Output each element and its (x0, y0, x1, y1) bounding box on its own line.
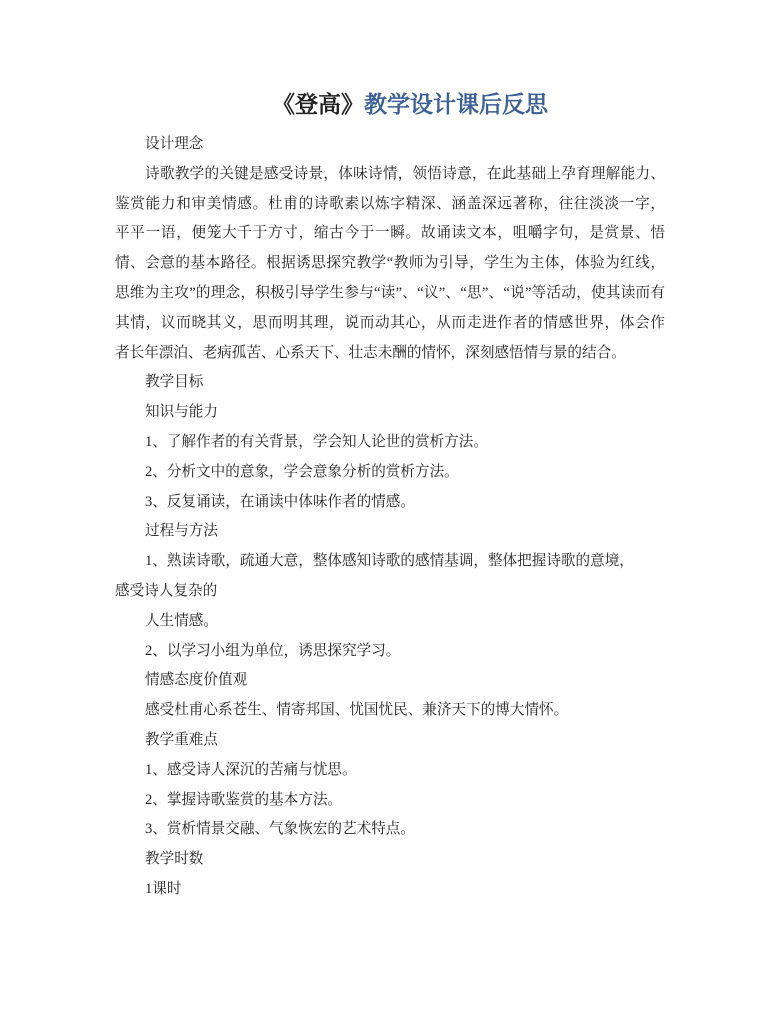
paragraph-line: 情、会意的基本路径。根据诱思探究教学“教师为引导，学生为主体，体验为红线， (115, 255, 665, 272)
list-item: 2、分析文中的意象，学会意象分析的赏析方法。 (145, 463, 459, 480)
section-heading-key-points: 教学重难点 (145, 731, 218, 748)
list-item: 1、感受诗人深沉的苦痛与忧思。 (145, 761, 357, 778)
document-body (115, 130, 665, 905)
paragraph-line: 鉴赏能力和审美情感。杜甫的诗歌素以炼字精深、涵盖深远著称，往往淡淡一字， (115, 195, 665, 212)
subheading-process-and-method: 过程与方法 (145, 523, 218, 540)
list-item: 2、掌握诗歌鉴赏的基本方法。 (145, 791, 343, 808)
section-heading-teaching-hours: 教学时数 (145, 851, 204, 868)
list-item: 2、以学习小组为单位，诱思探究学习。 (145, 642, 401, 659)
list-item: 1、了解作者的有关背景，学会知人论世的赏析方法。 (145, 433, 488, 450)
teaching-hours-value: 1课时 (145, 880, 182, 897)
title-book-name: 《登高》 (272, 92, 364, 117)
document-title (272, 90, 548, 120)
title-text: 教学设计课后反思 (364, 92, 548, 117)
design-concept-paragraph (115, 160, 665, 369)
list-item-line: 1、熟读诗歌，疏通大意，整体感知诗歌的感情基调，整体把握诗歌的意境， (145, 553, 634, 570)
subheading-emotion-attitude-values: 情感态度价值观 (145, 672, 248, 689)
paragraph-line: 平平一语，便笼大千于方寸，缩古今于一瞬。故诵读文本，咀嚼字句，是赏景、悟 (115, 225, 665, 242)
section-heading-design-concept: 设计理念 (145, 136, 204, 152)
list-item (115, 547, 665, 636)
paragraph-line: 诗歌教学的关键是感受诗景，体味诗情，领悟诗意，在此基础上孕育理解能力、 (145, 165, 665, 182)
paragraph-line: 其情，议而晓其义，思而明其理，说而动其心，从而走进作者的情感世界，体会作 (115, 314, 665, 331)
list-item-line: 感受诗人复杂的 (115, 582, 218, 599)
list-item-line: 人生情感。 (145, 612, 218, 629)
list-item: 3、反复诵读，在诵读中体味作者的情感。 (145, 493, 415, 510)
section-heading-teaching-goals: 教学目标 (145, 374, 204, 391)
paragraph-line: 思维为主攻”的理念，积极引导学生参与“读”、“议”、“思”、“说”等活动，使其读而有 (115, 284, 665, 301)
paragraph-line: 者长年漂泊、老病孤苦、心系天下、壮志未酬的情怀，深刻感悟情与景的结合。 (115, 344, 626, 361)
subheading-knowledge-and-ability: 知识与能力 (145, 404, 218, 421)
paragraph-line: 感受杜甫心系苍生、情寄邦国、忧国忧民、兼济天下的博大情怀。 (145, 702, 569, 719)
list-item: 3、赏析情景交融、气象恢宏的艺术特点。 (145, 821, 415, 838)
